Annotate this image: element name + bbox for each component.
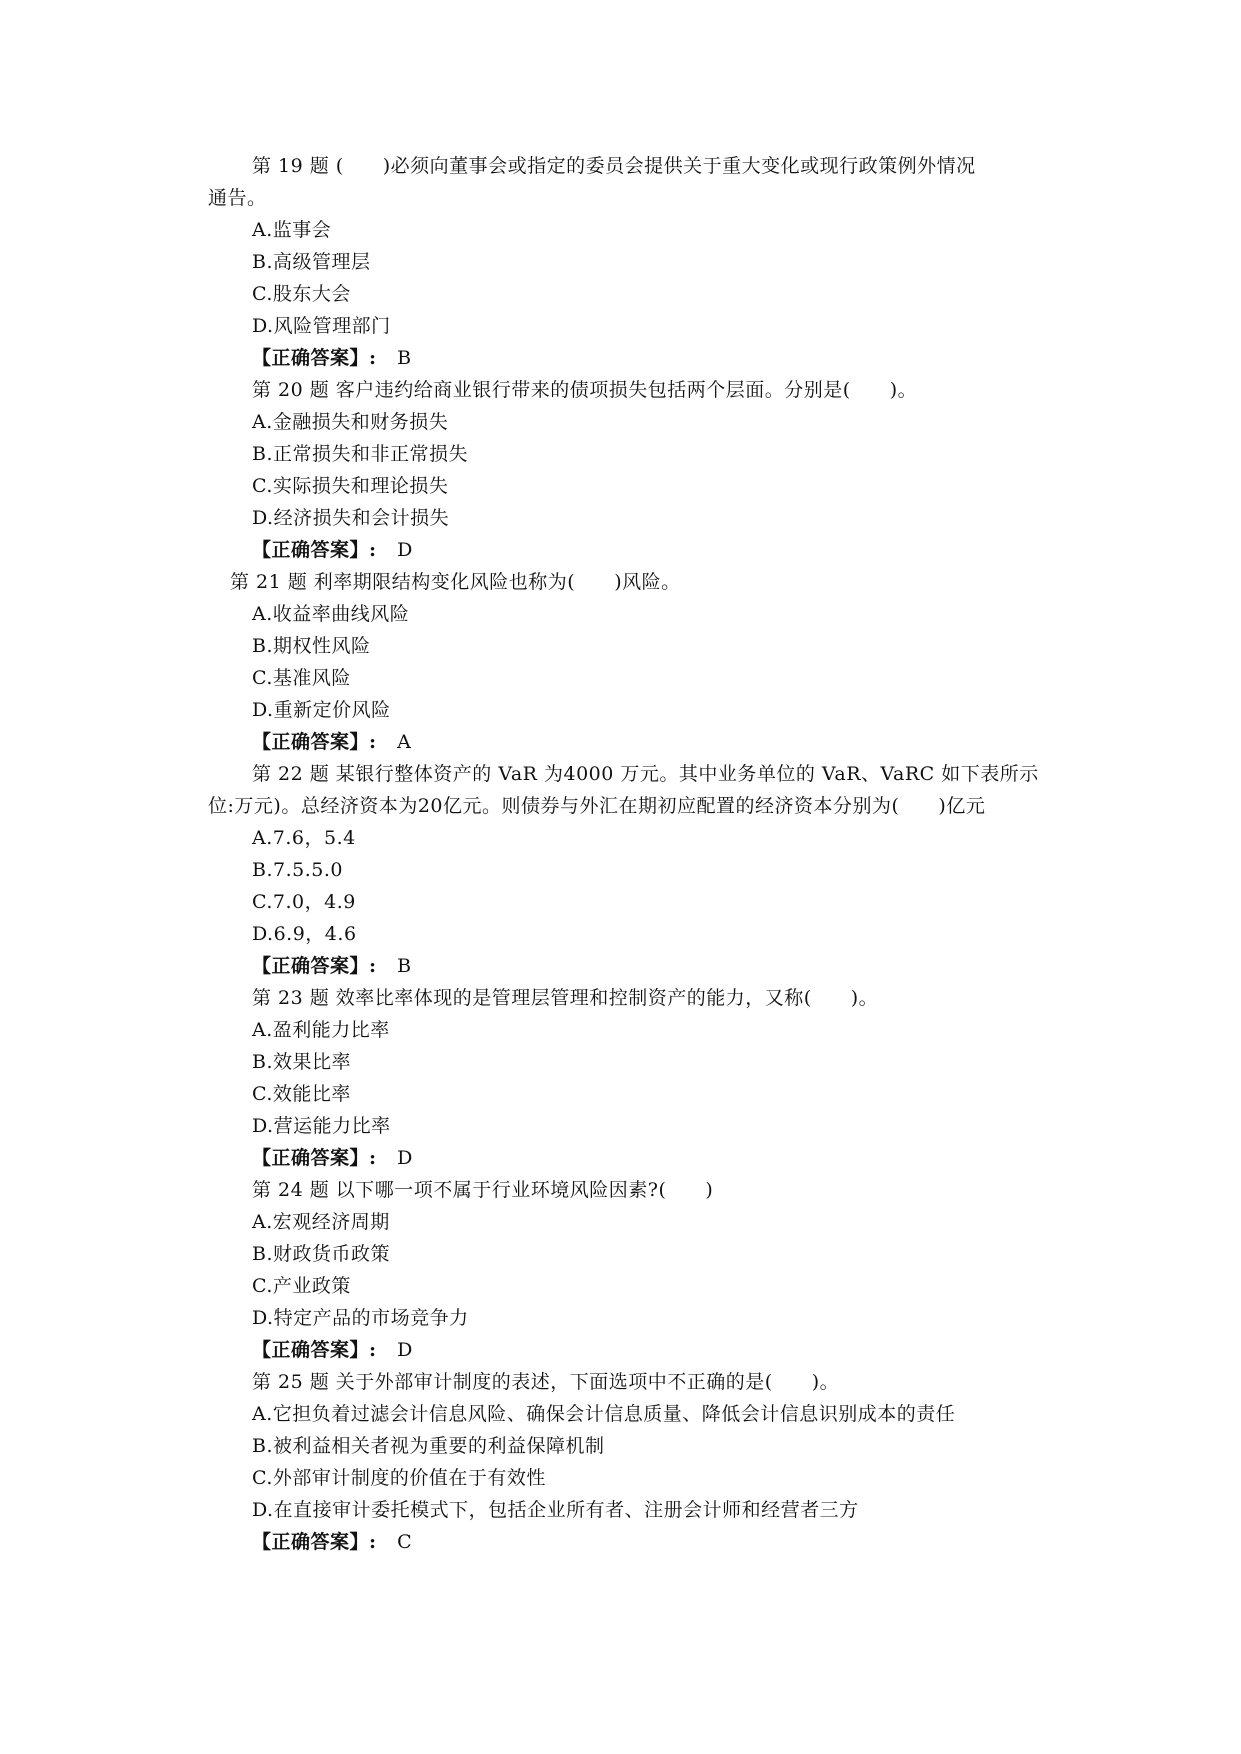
answer-label: 【正确答案】:: [252, 539, 377, 561]
question-19-option-d: D.风险管理部门: [252, 315, 391, 337]
question-23-option-d: D.营运能力比率: [252, 1115, 391, 1137]
question-20-option-c: C.实际损失和理论损失: [252, 475, 449, 497]
answer-label: 【正确答案】:: [252, 955, 377, 977]
question-25-option-d: D.在直接审计委托模式下，包括企业所有者、注册会计师和经营者三方: [252, 1499, 859, 1521]
question-25-option-a: A.它担负着过滤会计信息风险、确保会计信息质量、降低会计信息识别成本的责任: [252, 1403, 956, 1425]
question-22-option-b: B.7.5.5.0: [252, 859, 343, 881]
answer-value: D: [397, 539, 413, 561]
question-24-answer: [252, 1338, 413, 1362]
question-24-option-c: C.产业政策: [252, 1275, 351, 1297]
answer-value: D: [397, 1339, 413, 1361]
question-25-option-b: B.被利益相关者视为重要的利益保障机制: [252, 1435, 605, 1457]
question-22-stem: 第 22 题 某银行整体资产的 VaR 为4000 万元。其中业务单位的 VaR、VaRC 如下表所示: [252, 763, 1039, 785]
question-24-option-a: A.宏观经济周期: [252, 1211, 390, 1233]
answer-label: 【正确答案】:: [252, 1147, 377, 1169]
answer-label: 【正确答案】:: [252, 731, 377, 753]
question-21-answer: [252, 730, 411, 754]
question-20-stem: 第 20 题 客户违约给商业银行带来的债项损失包括两个层面。分别是( )。: [252, 379, 918, 401]
question-24-option-b: B.财政货币政策: [252, 1243, 391, 1265]
answer-value: B: [397, 347, 412, 369]
question-21-option-b: B.期权性风险: [252, 635, 371, 657]
question-20-option-a: A.金融损失和财务损失: [252, 411, 449, 433]
question-24-stem: 第 24 题 以下哪一项不属于行业环境风险因素?( ): [252, 1179, 714, 1201]
question-21-option-c: C.基准风险: [252, 667, 351, 689]
answer-label: 【正确答案】:: [252, 1339, 377, 1361]
question-22-option-d: D.6.9，4.6: [252, 923, 357, 945]
question-22-stem-cont: 位:万元)。总经济资本为20亿元。则债券与外汇在期初应配置的经济资本分别为( )亿元: [208, 795, 986, 817]
question-19-stem: 第 19 题 ( )必须向董事会或指定的委员会提供关于重大变化或现行政策例外情况: [252, 155, 976, 177]
question-20-answer: [252, 538, 413, 562]
question-20-option-d: D.经济损失和会计损失: [252, 507, 450, 529]
answer-value: D: [397, 1147, 413, 1169]
answer-value: A: [397, 731, 412, 753]
answer-value: B: [397, 955, 412, 977]
question-19-stem-cont: 通告。: [208, 187, 267, 209]
question-21-option-a: A.收益率曲线风险: [252, 603, 410, 625]
question-23-answer: [252, 1146, 413, 1170]
answer-label: 【正确答案】:: [252, 347, 377, 369]
question-24-option-d: D.特定产品的市场竞争力: [252, 1307, 469, 1329]
question-23-stem: 第 23 题 效率比率体现的是管理层管理和控制资产的能力，又称( )。: [252, 987, 879, 1009]
question-22-option-c: C.7.0，4.9: [252, 891, 356, 913]
question-19-option-a: A.监事会: [252, 219, 332, 241]
question-25-stem: 第 25 题 关于外部审计制度的表述，下面选项中不正确的是( )。: [252, 1371, 840, 1393]
question-23-option-a: A.盈利能力比率: [252, 1019, 390, 1041]
question-25-answer: [252, 1530, 412, 1554]
question-22-answer: [252, 954, 412, 978]
answer-label: 【正确答案】:: [252, 1531, 377, 1553]
question-22-option-a: A.7.6，5.4: [252, 827, 356, 849]
question-23-option-b: B.效果比率: [252, 1051, 352, 1073]
answer-value: C: [397, 1531, 413, 1553]
question-23-option-c: C.效能比率: [252, 1083, 351, 1105]
question-25-option-c: C.外部审计制度的价值在于有效性: [252, 1467, 546, 1489]
question-19-option-c: C.股东大会: [252, 283, 351, 305]
question-21-stem: 第 21 题 利率期限结构变化风险也称为( )风险。: [230, 571, 681, 593]
question-20-option-b: B.正常损失和非正常损失: [252, 443, 469, 465]
question-21-option-d: D.重新定价风险: [252, 699, 391, 721]
question-19-option-b: B.高级管理层: [252, 251, 371, 273]
question-19-answer: [252, 346, 412, 370]
